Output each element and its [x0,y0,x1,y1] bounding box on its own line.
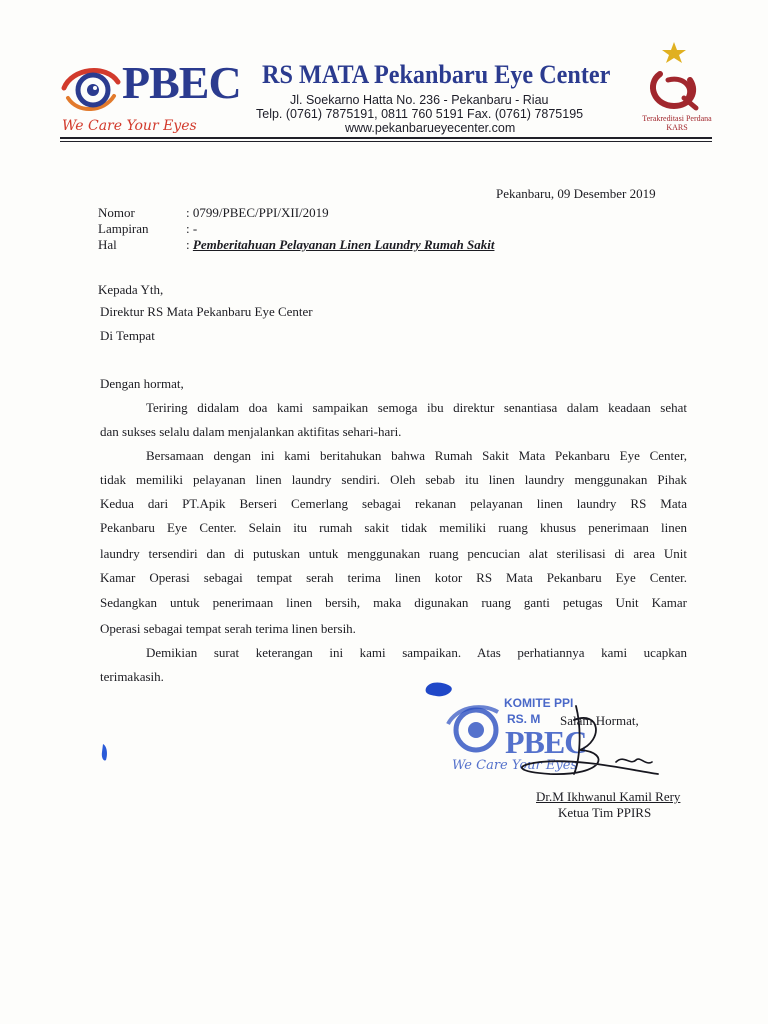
stamp-tagline: We Care Your Eyes [452,758,578,773]
ink-blot [420,676,460,702]
meta-value-hal [186,238,494,251]
paragraph-line: Kamar Operasi sebagai tempat serah terima linen kotor RS Mata Pekanbaru Eye Center. [100,570,687,585]
letter-date: Pekanbaru, 09 Desember 2019 [496,186,656,201]
paragraph-line: Teriring didalam doa kami sampaikan semoga ibu direktur senantiasa dalam keadaan sehat [146,400,687,415]
paragraph-line: Operasi sebagai tempat serah terima linen bersih. [100,621,356,636]
paragraph-line: dan sukses selalu dalam menjalankan aktifitas sehari-hari. [100,424,402,439]
header-divider [60,137,712,139]
handwritten-signature [480,700,670,790]
paragraph-line: Sedangkan untuk penerimaan linen bersih, maka digunakan ruang ganti petugas Unit Kamar [100,595,687,610]
meta-value-nomor: : 0799/PBEC/PPI/XII/2019 [186,205,329,220]
logo-tagline: We Care Your Eyes [62,118,197,134]
logo-wordmark: PBEC [122,57,241,108]
hospital-name: RS MATA Pekanbaru Eye Center [262,60,611,89]
stamp-text: RS. M [507,712,541,726]
paragraph-line: Kedua dari PT.Apik Berseri Cemerlang sebagai rekanan pelayanan linen laundry RS Mata [100,496,687,511]
paragraph-line: laundry tersendiri dan di putuskan untuk menggunakan ruang pencucian alat sterilisasi di area Unit [100,546,687,561]
meta-value-lampiran: : - [186,221,198,236]
accreditation-line: Terakreditasi Perdana [642,114,712,123]
meta-hal-colon: : [186,237,193,252]
signer-title: Ketua Tim PPIRS [558,805,652,820]
recipient-line: Di Tempat [100,328,155,343]
meta-label-lampiran: Lampiran [98,221,149,236]
paragraph-line: terimakasih. [100,669,164,684]
hospital-phone: Telp. (0761) 7875191, 0811 760 5191 Fax. (0761) 7875195 [256,107,584,121]
signer-name: Dr.M Ikhwanul Kamil Rery [536,789,681,804]
accreditation-text [626,114,728,132]
salutation: Dengan hormat, [100,376,184,391]
meta-label-nomor: Nomor [98,205,135,220]
pbec-eye-logo-icon [58,58,124,120]
meta-label-hal: Hal [98,237,117,252]
recipient-line: Kepada Yth, [98,282,164,297]
accreditation-line: KARS [666,123,688,133]
paragraph-line: tidak memiliki pelayanan linen laundry sendiri. Oleh sebab itu linen laundry menggunakan Pihak [100,472,687,487]
closing: Salam Hormat, [560,713,639,728]
hospital-address: Jl. Soekarno Hatta No. 236 - Pekanbaru - Riau [290,93,549,107]
kars-accreditation-icon [638,40,710,114]
paragraph-line: Pekanbaru Eye Center. Selain itu rumah sakit tidak memiliki ruang khusus penerimaan linen [100,520,687,535]
stamp-logo-text: PBEC [505,724,587,760]
hospital-website: www.pekanbarueyecenter.com [345,121,516,135]
recipient-line: Direktur RS Mata Pekanbaru Eye Center [100,304,313,319]
letter-subject: Pemberitahuan Pelayanan Linen Laundry Rumah Sakit [192,237,495,252]
paragraph-line: Bersamaan dengan ini kami beritahukan bahwa Rumah Sakit Mata Pekanbaru Eye Center, [146,448,687,463]
header-divider [60,141,712,142]
stamp-text: KOMITE PPI [504,696,574,710]
paragraph-line: Demikian surat keterangan ini kami sampaikan. Atas perhatiannya kami ucapkan [146,645,687,660]
ink-blot [98,742,112,764]
